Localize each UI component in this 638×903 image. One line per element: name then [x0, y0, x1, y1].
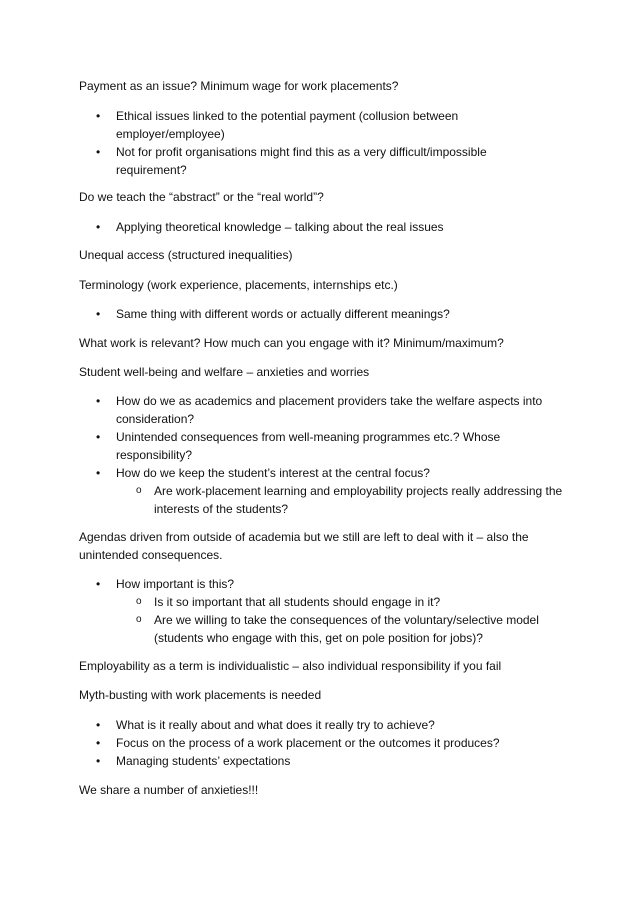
bullet-text: Same thing with different words or actually different meanings? — [116, 307, 450, 321]
bullet-glyph: • — [96, 430, 101, 444]
bullet-glyph: • — [96, 220, 101, 234]
bullet-item — [96, 428, 566, 464]
bullet-glyph: • — [96, 145, 101, 159]
bullet-text: Managing students’ expectations — [116, 754, 291, 768]
paragraph-teach: Do we teach the “abstract” or the “real world”? — [79, 190, 324, 204]
sub-bullet-glyph: o — [136, 485, 142, 496]
bullet-item — [96, 734, 566, 752]
bullet-item — [96, 305, 566, 323]
bullet-item — [96, 107, 566, 143]
bullet-item — [96, 464, 566, 482]
sub-bullet-glyph: o — [136, 614, 142, 625]
bullet-item — [96, 575, 566, 593]
bullet-glyph: • — [96, 736, 101, 750]
paragraph-myth-busting: Myth-busting with work placements is needed — [79, 688, 322, 702]
bullet-item — [96, 716, 566, 734]
sub-bullet-text: Is it so important that all students should engage in it? — [154, 595, 441, 609]
paragraph-payment: Payment as an issue? Minimum wage for work placements? — [79, 79, 399, 93]
sub-bullet-item — [136, 482, 574, 518]
sub-bullet-glyph: o — [136, 596, 142, 607]
bullet-glyph: • — [96, 718, 101, 732]
sub-bullet-item — [136, 593, 574, 611]
bullet-text: Ethical issues linked to the potential payment (collusion between employer/employee) — [116, 109, 459, 141]
paragraph-unequal-access: Unequal access (structured inequalities) — [79, 248, 293, 262]
sub-bullet-text: Are we willing to take the consequences of the voluntary/selective model (students who engage with this, get on pole position for jobs)? — [154, 613, 539, 645]
paragraph-terminology: Terminology (work experience, placements, internships etc.) — [79, 278, 398, 292]
bullet-item — [96, 752, 566, 770]
bullet-glyph: • — [96, 577, 101, 591]
bullet-glyph: • — [96, 754, 101, 768]
bullet-text: Focus on the process of a work placement or the outcomes it produces? — [116, 736, 500, 750]
paragraph-agendas: Agendas driven from outside of academia but we still are left to deal with it – also the unintended consequences. — [79, 530, 529, 562]
paragraph-wellbeing: Student well-being and welfare – anxieties and worries — [79, 365, 370, 379]
paragraph-relevant-work: What work is relevant? How much can you engage with it? Minimum/maximum? — [79, 336, 504, 350]
sub-bullet-item — [136, 611, 564, 647]
bullet-item — [96, 143, 516, 179]
bullet-glyph: • — [96, 394, 101, 408]
bullet-text: Unintended consequences from well-meaning programmes etc.? Whose responsibility? — [116, 430, 501, 462]
bullet-glyph: • — [96, 307, 101, 321]
bullet-text: Not for profit organisations might find this as a very difficult/impossible requirement? — [116, 145, 487, 177]
bullet-text: How important is this? — [116, 577, 235, 591]
bullet-item — [96, 218, 566, 236]
bullet-text: How do we as academics and placement providers take the welfare aspects into consideration? — [116, 394, 543, 426]
bullet-glyph: • — [96, 109, 101, 123]
bullet-item — [96, 392, 566, 428]
bullet-text: How do we keep the student’s interest at the central focus? — [116, 466, 430, 480]
bullet-glyph: • — [96, 466, 101, 480]
sub-bullet-text: Are work-placement learning and employability projects really addressing the interests of the students? — [154, 484, 563, 516]
paragraph-anxieties: We share a number of anxieties!!! — [79, 783, 259, 797]
bullet-text: Applying theoretical knowledge – talking about the real issues — [116, 220, 444, 234]
paragraph-employability: Employability as a term is individualistic – also individual responsibility if you fail — [79, 659, 502, 673]
bullet-text: What is it really about and what does it really try to achieve? — [116, 718, 435, 732]
